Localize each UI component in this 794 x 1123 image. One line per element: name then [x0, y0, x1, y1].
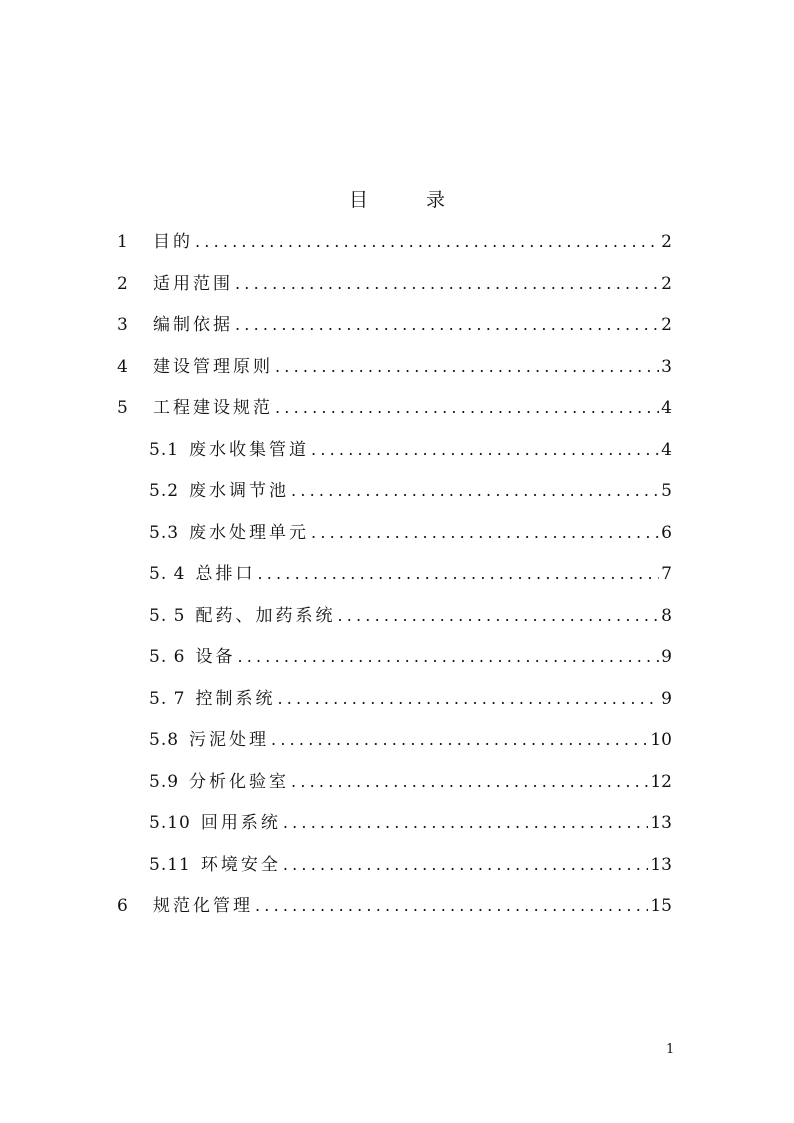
toc-entry-6[interactable] — [117, 892, 672, 934]
toc-entry-text: 废水收集管道 — [189, 439, 310, 460]
toc-entry-text: 废水处理单元 — [189, 522, 310, 543]
toc-entry-number: 4 — [117, 356, 128, 377]
toc-dot-leader — [283, 851, 649, 879]
toc-entry-text: 废水调节池 — [189, 481, 290, 501]
toc-entry-page: 8 — [661, 605, 672, 626]
toc-entry-number: 5.11 — [149, 854, 191, 875]
toc-entry-text: 目的 — [153, 232, 193, 252]
toc-dot-leader — [277, 685, 659, 713]
toc-entry-text: 控制系统 — [195, 688, 276, 709]
toc-dot-leader — [237, 643, 659, 671]
toc-entry-text: 环境安全 — [200, 854, 281, 875]
toc-dot-leader — [311, 436, 659, 464]
footer-page-number: 1 — [666, 1042, 675, 1057]
toc-entry-number: 1 — [117, 232, 128, 252]
toc-entry-text: 编制依据 — [153, 315, 233, 335]
toc-entry-page: 5 — [661, 481, 672, 501]
toc-entry-text: 污泥处理 — [189, 730, 270, 750]
toc-entry-5-9[interactable] — [117, 768, 672, 810]
toc-entry-number: 5.8 — [149, 730, 180, 750]
toc-entry-number: 5.1 — [149, 439, 180, 460]
toc-entry-number: 3 — [117, 315, 128, 335]
toc-entry-page: 9 — [661, 688, 672, 709]
toc-entry-4[interactable] — [117, 353, 672, 395]
toc-entry-number: 5 — [117, 398, 128, 418]
toc-entry-page: 10 — [650, 730, 672, 750]
toc-entry-text: 建设管理原则 — [153, 356, 273, 377]
toc-entry-text: 适用范围 — [153, 273, 233, 294]
toc-entry-page: 7 — [661, 564, 672, 584]
toc-dot-leader — [291, 768, 648, 796]
toc-entry-page: 2 — [661, 273, 672, 294]
toc-dot-leader — [235, 311, 659, 339]
toc-entry-text: 配药、加药系统 — [195, 605, 336, 626]
toc-dot-leader — [271, 726, 648, 754]
toc-dot-leader — [235, 270, 659, 298]
toc-entry-5-3[interactable] — [117, 519, 672, 561]
toc-entry-5-6[interactable] — [117, 643, 672, 685]
toc-entry-5-2[interactable] — [117, 477, 672, 519]
toc-entry-3[interactable] — [117, 311, 672, 353]
toc-dot-leader — [275, 394, 659, 422]
toc-entry-page: 4 — [661, 398, 672, 418]
toc-entry-page: 13 — [650, 813, 672, 833]
toc-entry-page: 2 — [661, 315, 672, 335]
toc-dot-leader — [337, 602, 659, 630]
table-of-contents — [117, 228, 672, 934]
toc-entry-page: 2 — [661, 232, 672, 252]
toc-dot-leader — [255, 892, 648, 920]
toc-dot-leader — [257, 560, 659, 588]
toc-entry-5-4[interactable] — [117, 560, 672, 602]
toc-entry-5-1[interactable] — [117, 436, 672, 478]
toc-entry-5[interactable] — [117, 394, 672, 436]
toc-entry-page: 4 — [661, 439, 672, 460]
toc-entry-number: 5. 7 — [149, 688, 186, 709]
toc-dot-leader — [195, 228, 659, 256]
toc-entry-number: 2 — [117, 273, 128, 294]
toc-entry-number: 5. 6 — [149, 647, 186, 667]
toc-entry-1[interactable] — [117, 228, 672, 270]
toc-entry-2[interactable] — [117, 270, 672, 312]
toc-entry-text: 分析化验室 — [189, 771, 290, 792]
toc-entry-page: 15 — [650, 896, 672, 916]
toc-entry-page: 3 — [661, 356, 672, 377]
toc-entry-text: 总排口 — [195, 564, 256, 584]
toc-entry-number: 5.2 — [149, 481, 180, 501]
toc-entry-number: 5.9 — [149, 771, 180, 792]
toc-entry-5-5[interactable] — [117, 602, 672, 644]
toc-entry-text: 回用系统 — [200, 813, 281, 833]
toc-entry-number: 5.10 — [149, 813, 191, 833]
toc-entry-page: 12 — [650, 771, 672, 792]
toc-entry-page: 9 — [661, 647, 672, 667]
toc-entry-number: 5. 4 — [149, 564, 186, 584]
toc-entry-number: 5.3 — [149, 522, 180, 543]
toc-entry-5-10[interactable] — [117, 809, 672, 851]
toc-entry-5-8[interactable] — [117, 726, 672, 768]
toc-dot-leader — [311, 519, 659, 547]
toc-dot-leader — [283, 809, 649, 837]
toc-entry-number: 5. 5 — [149, 605, 186, 626]
toc-entry-page: 6 — [661, 522, 672, 543]
toc-dot-leader — [275, 353, 659, 381]
toc-entry-text: 工程建设规范 — [153, 398, 273, 418]
toc-entry-page: 13 — [650, 854, 672, 875]
toc-entry-text: 规范化管理 — [153, 896, 253, 916]
toc-entry-number: 6 — [117, 896, 128, 916]
toc-entry-text: 设备 — [195, 647, 236, 667]
toc-entry-5-11[interactable] — [117, 851, 672, 893]
toc-dot-leader — [291, 477, 659, 505]
toc-title: 目 录 — [348, 189, 472, 211]
toc-entry-5-7[interactable] — [117, 685, 672, 727]
